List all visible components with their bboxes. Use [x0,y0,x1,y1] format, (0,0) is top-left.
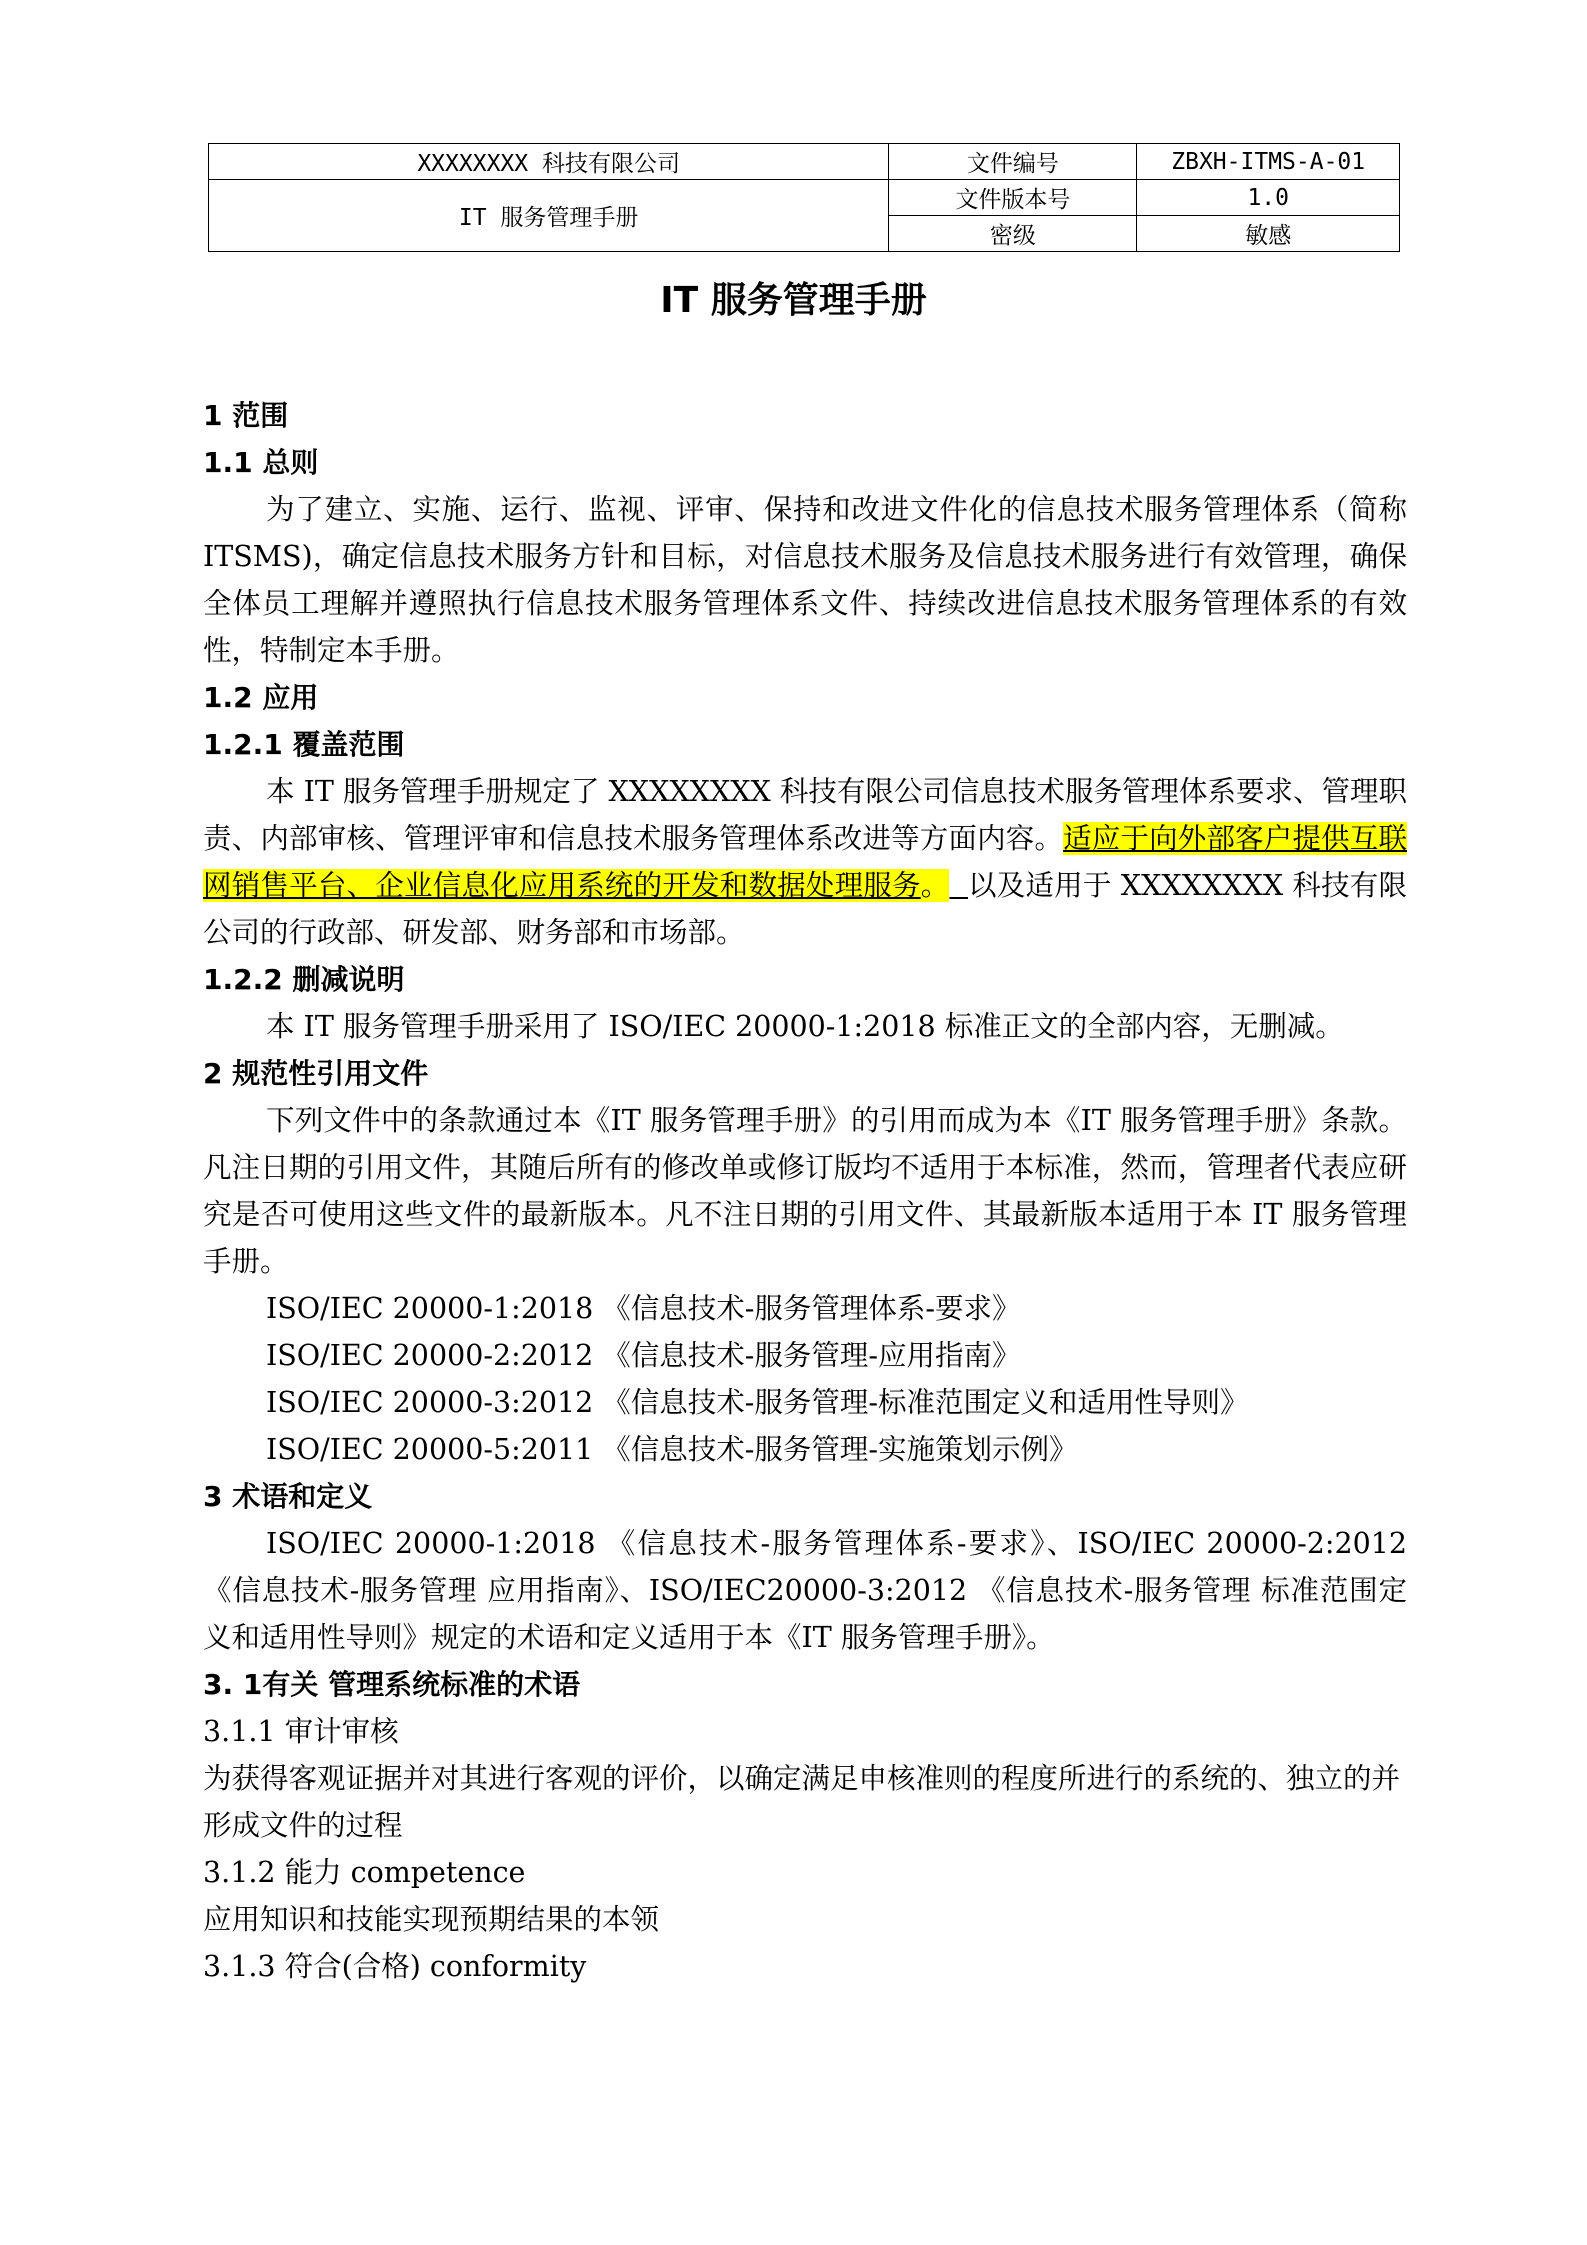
section-1-1-heading: 1.1 总则 [203,446,319,479]
scope-text-a: 本 IT 服务管理手册规定了 XXXXXXXX 科技有限公司信息技术服务管理体系要求、管理职责、内部审核、管理评审和信息技术服务管理体系改进等方面内容。 [203,775,1407,855]
section-3-text: ISO/IEC 20000-1:2018 《信息技术-服务管理体系-要求》、ISO/IEC 20000-2:2012 《信息技术-服务管理 应用指南》、ISO/IEC20000-3:2012 《信息技术-服务管理 标准范围定义和适用性导则》规定的术语和定义适用于本《IT 服务管理手册》。 [203,1527,1407,1654]
section-2-heading: 2 规范性引用文件 [203,1057,429,1090]
term-2-text: 应用知识和技能实现预期结果的本领 [203,1903,660,1936]
reference-item: ISO/IEC 20000-1:2018 《信息技术-服务管理体系-要求》 [266,1292,1021,1325]
section-1-1-text: 为了建立、实施、运行、监视、评审、保持和改进文件化的信息技术服务管理体系（简称 ITSMS)，确定信息技术服务方针和目标，对信息技术服务及信息技术服务进行有效管理，确保全体员工理解并遵照执行信息技术服务管理体系文件、持续改进信息技术服务管理体系的有效性，特制定本手册。 [203,493,1407,667]
security-label: 密级 [889,216,1137,252]
section-2-text: 下列文件中的条款通过本《IT 服务管理手册》的引用而成为本《IT 服务管理手册》条款。凡注日期的引用文件，其随后所有的修改单或修订版均不适用于本标准，然而，管理者代表应研究是否可使用这些文件的最新版本。凡不注日期的引用文件、其最新版本适用于本 IT 服务管理手册。 [203,1104,1407,1278]
reference-item: ISO/IEC 20000-2:2012 《信息技术-服务管理-应用指南》 [266,1339,1021,1372]
scope-text-b: 。 [920,869,950,902]
section-3-1-heading: 3. 1有关 管理系统标准的术语 [203,1668,581,1701]
scope-highlight: 适应于向外部客户提供互联网销售平台、企业信息化应用系统的开发和数据处理服务 [203,822,1407,902]
section-1-2-2-text: 本 IT 服务管理手册采用了 ISO/IEC 20000-1:2018 标准正文的全部内容，无删减。 [266,1010,1344,1043]
doc-no-label: 文件编号 [889,144,1137,180]
reference-item: ISO/IEC 20000-5:2011 《信息技术-服务管理-实施策划示例》 [266,1433,1078,1466]
manual-name: IT 服务管理手册 [209,180,889,252]
security-value: 敏感 [1137,216,1400,252]
doc-no-value: ZBXH-ITMS-A-01 [1137,144,1400,180]
header-table [208,143,1400,252]
scope-text-c: 以及适用于 XXXXXXXX 科技有限公司的行政部、研发部、财务部和市场部。 [203,869,1408,949]
section-1-2-1-heading: 1.2.1 覆盖范围 [203,728,405,761]
term-1-heading: 3.1.1 审计审核 [203,1715,399,1748]
section-1-2-1-text [203,768,1407,956]
term-2-heading: 3.1.2 能力 competence [203,1856,526,1889]
company-name: XXXXXXXX 科技有限公司 [209,144,889,180]
section-1-heading: 1 范围 [203,399,289,432]
document-body [203,392,1407,1990]
version-label: 文件版本号 [889,180,1137,216]
section-1-2-2-heading: 1.2.2 删减说明 [203,963,405,996]
version-value: 1.0 [1137,180,1400,216]
section-1-2-heading: 1.2 应用 [203,681,319,714]
scope-underline-gap [949,869,968,902]
reference-item: ISO/IEC 20000-3:2012 《信息技术-服务管理-标准范围定义和适用性导则》 [266,1386,1249,1419]
section-3-heading: 3 术语和定义 [203,1480,373,1513]
term-1-text: 为获得客观证据并对其进行客观的评价，以确定满足申核准则的程度所进行的系统的、独立的并形成文件的过程 [203,1762,1401,1842]
term-3-heading: 3.1.3 符合(合格) conformity [203,1950,587,1983]
page-title: IT 服务管理手册 [660,280,927,321]
